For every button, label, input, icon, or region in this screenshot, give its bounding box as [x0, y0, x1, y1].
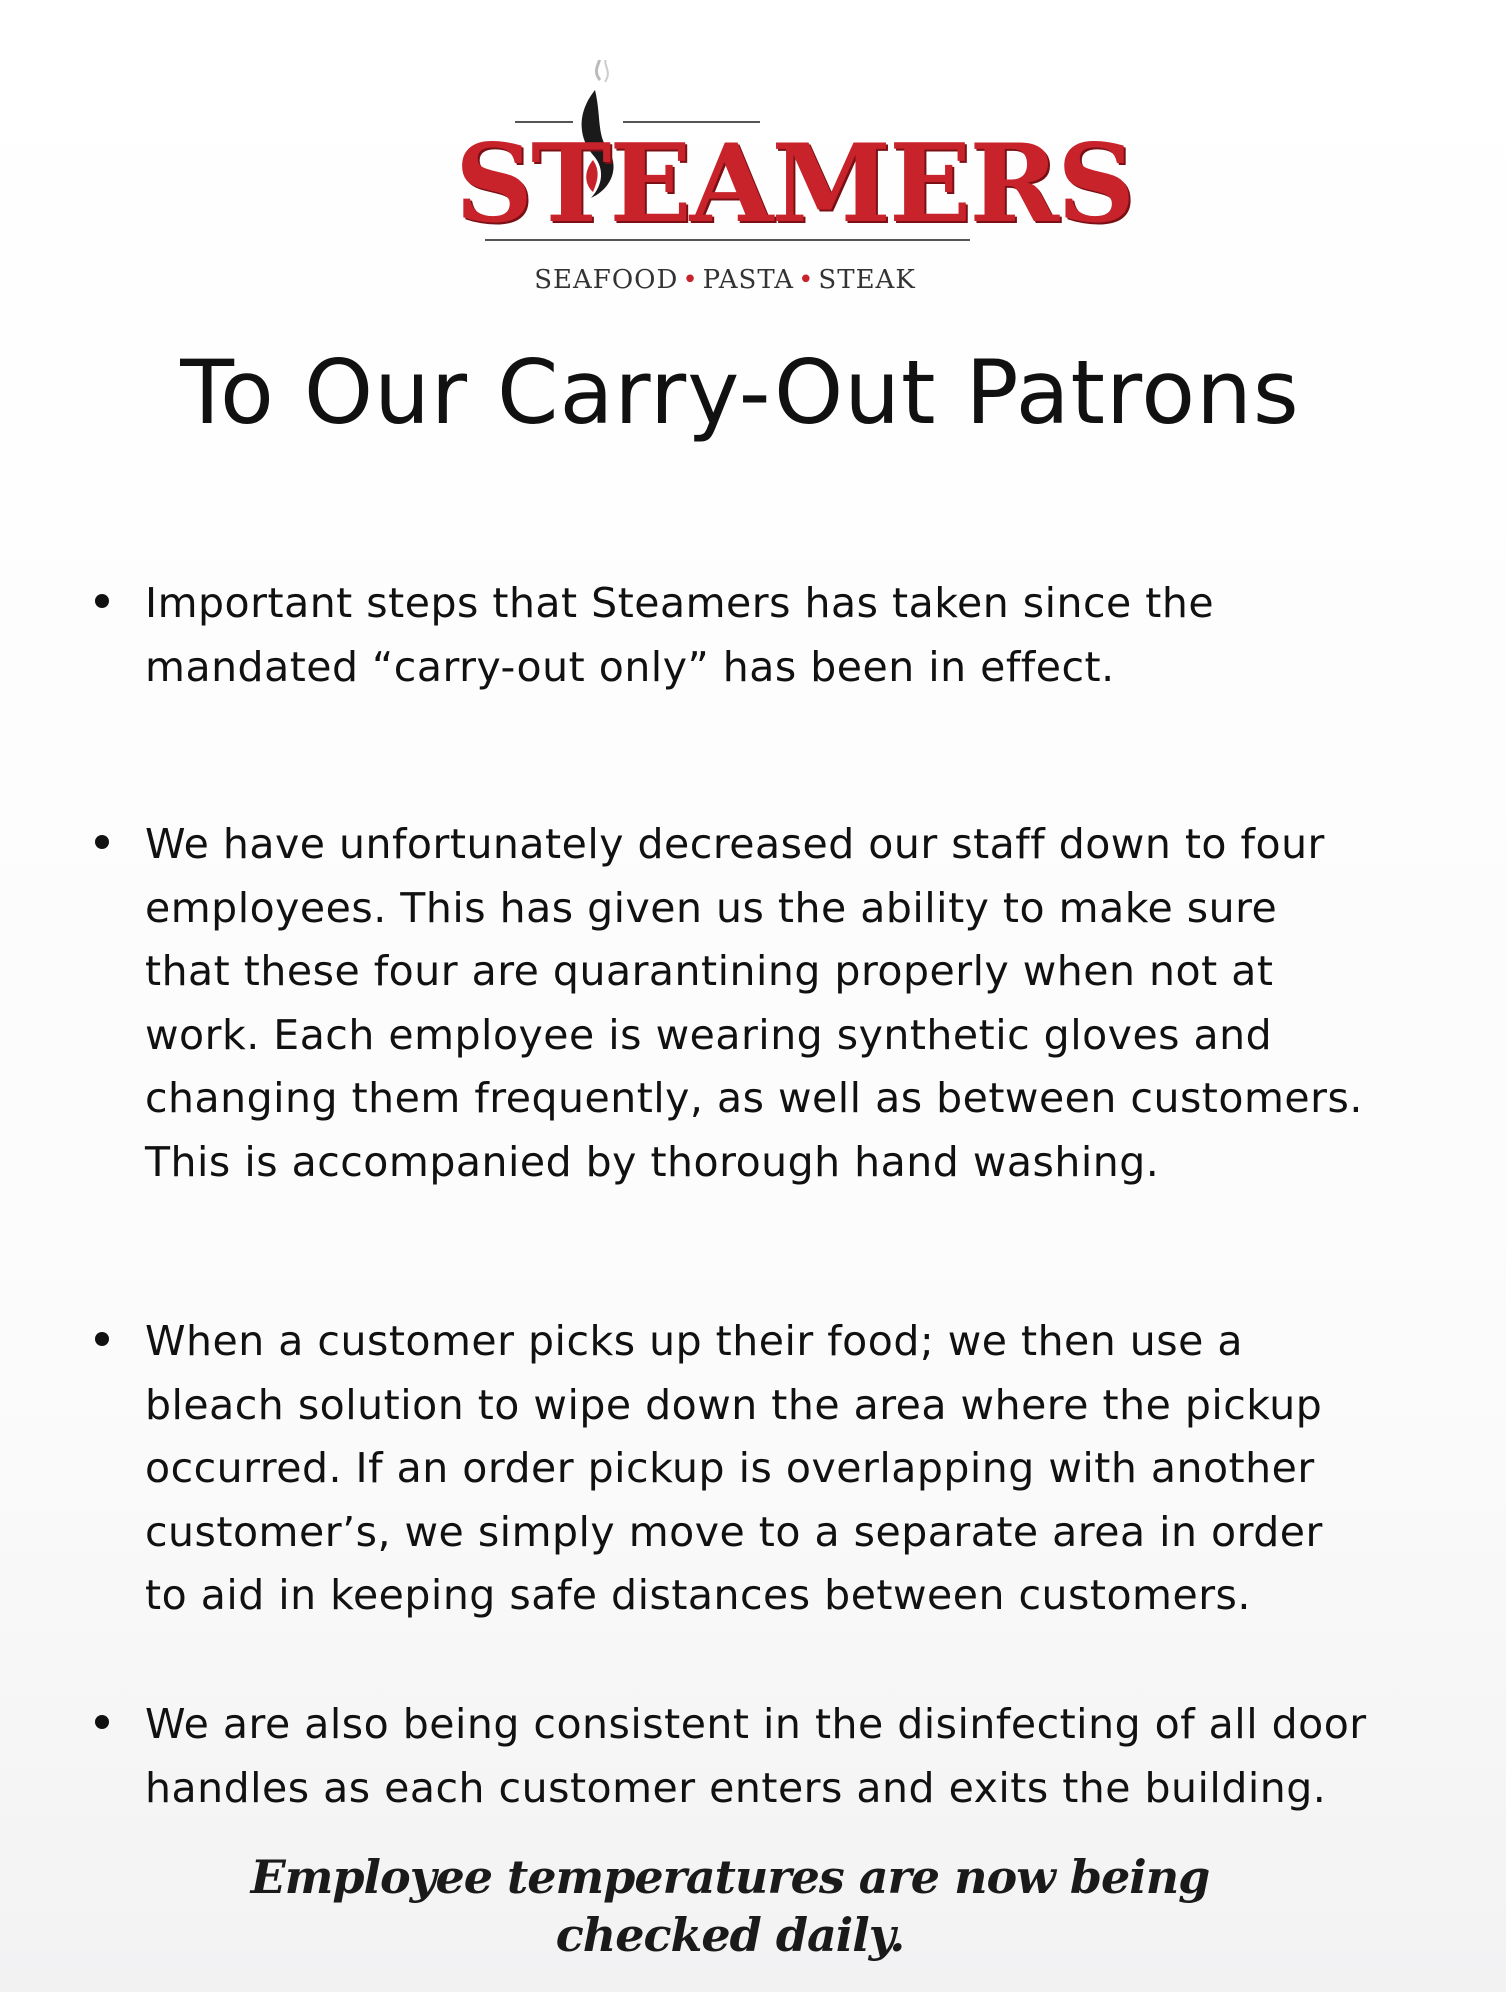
page-title: To Our Carry-Out Patrons: [180, 341, 1300, 444]
bullet-dot-icon: [95, 594, 109, 608]
footer-line: checked daily.: [555, 1908, 905, 1962]
bullet-line: We are also being consistent in the disinfecting of all door: [145, 1700, 1367, 1748]
bullet-line: occurred. If an order pickup is overlapping with another: [145, 1444, 1315, 1492]
bullet-text: [145, 1310, 1465, 1628]
bullet-dot-icon: [95, 1715, 109, 1729]
bullet-dot-icon: [95, 1332, 109, 1346]
bullet-text: [145, 1693, 1465, 1820]
bullet-text: [145, 572, 1465, 699]
tagline-seafood: SEAFOOD: [534, 265, 679, 295]
brand-name: STEAMERS: [455, 121, 1134, 247]
tagline-pasta: PASTA: [702, 265, 795, 295]
bullet-line: mandated “carry-out only” has been in effect.: [145, 642, 1115, 691]
bullet-line: handles as each customer enters and exits the building.: [145, 1763, 1327, 1812]
bullet-line: to aid in keeping safe distances between customers.: [145, 1571, 1251, 1619]
footer-note: [0, 1848, 1460, 1964]
bullet-line: Important steps that Steamers has taken since the: [145, 579, 1215, 627]
bullet-line: work. Each employee is wearing synthetic gloves and: [145, 1010, 1273, 1059]
tagline-separator: •: [798, 265, 815, 295]
tagline-separator: •: [682, 265, 699, 295]
tagline-steak: STEAK: [818, 265, 916, 295]
bullet-line: changing them frequently, as well as between customers.: [145, 1074, 1363, 1122]
bullet-line: This is accompanied by thorough hand washing.: [145, 1137, 1160, 1186]
bullet-line: that these four are quarantining properly when not at: [145, 947, 1274, 995]
footer-line: Employee temperatures are now being: [250, 1850, 1210, 1904]
bullet-line: When a customer picks up their food; we then use a: [145, 1317, 1244, 1365]
bullet-line: We have unfortunately decreased our staff down to four: [145, 820, 1325, 868]
bullet-text: [145, 813, 1465, 1194]
bullet-line: customer’s, we simply move to a separate area in order: [145, 1507, 1323, 1556]
bullet-line: bleach solution to wipe down the area where the pickup: [145, 1380, 1323, 1429]
bullet-dot-icon: [95, 835, 109, 849]
steamers-logo: [455, 60, 1134, 300]
bullet-line: employees. This has given us the ability to make sure: [145, 883, 1278, 932]
brand-tagline: [455, 265, 995, 295]
